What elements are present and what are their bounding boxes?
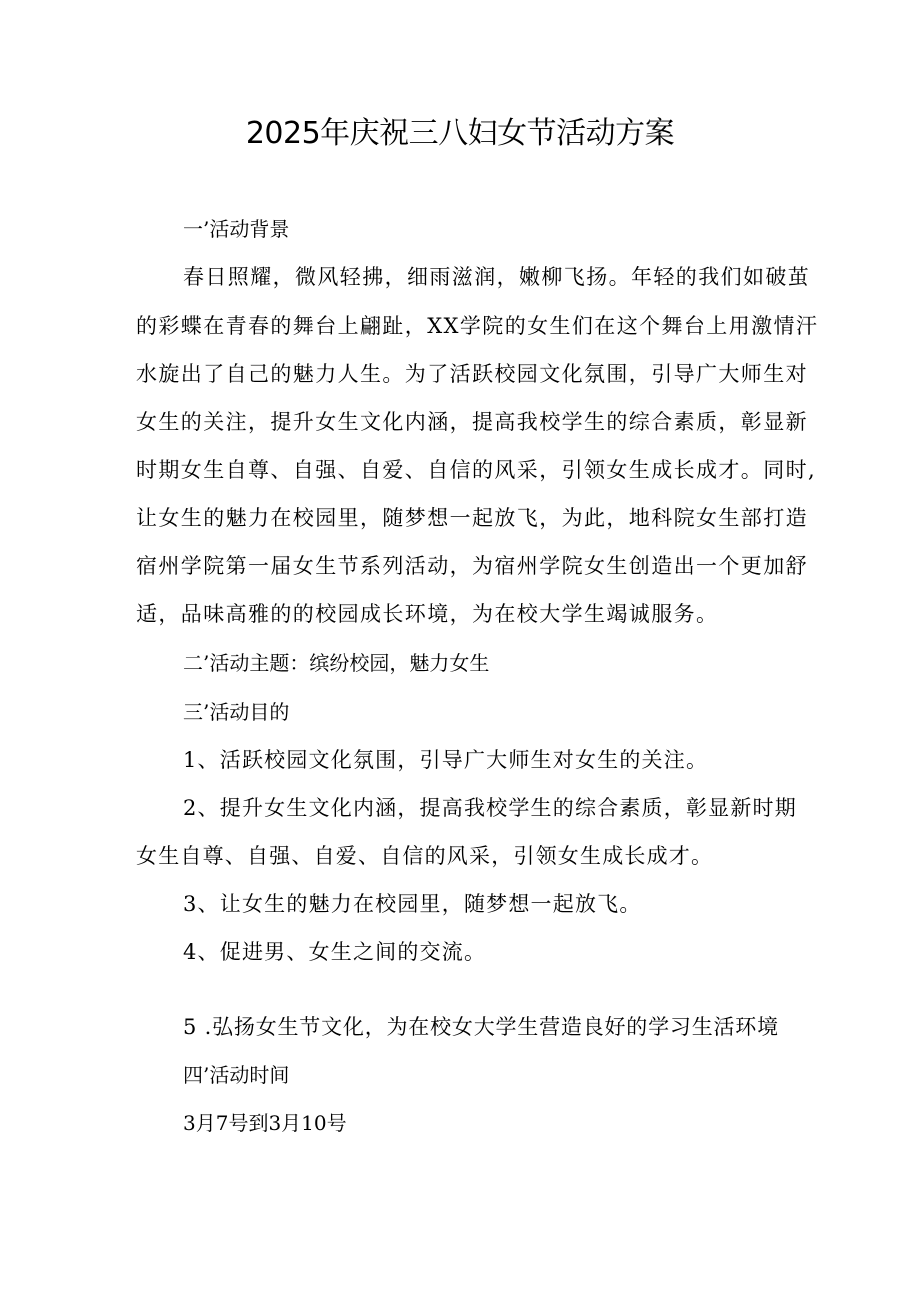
paragraph-line: 宿州学院第一届女生节系列活动，为宿州学院女生创造出一个更加舒 (136, 554, 808, 578)
purpose-item: 3、让女生的魅力在校园里，随梦想一起放飞。 (183, 892, 642, 916)
paragraph-line: 让女生的魅力在校园里，随梦想一起放飞，为此，地科院女生部打造 (136, 506, 808, 530)
paragraph-line: 适，品味高雅的的校园成长环境，为在校大学生竭诚服务。 (136, 602, 719, 626)
purpose-item: 1、活跃校园文化氛围，引导广大师生对女生的关注。 (183, 748, 709, 772)
section-heading-purpose: 三’活动目的 (183, 700, 290, 724)
paragraph-line: 春日照耀，微风轻拂，细雨滋润，嫩柳飞扬。年轻的我们如破茧 (183, 265, 811, 289)
purpose-item: 5 .弘扬女生节文化，为在校女大学生营造良好的学习生活环境 (183, 1015, 779, 1039)
section-heading-theme: 二’活动主题：缤纷校园，魅力女生 (183, 651, 490, 675)
document-title: 2025年庆祝三八妇女节活动方案 (245, 116, 675, 151)
section-heading-time: 四’活动时间 (183, 1063, 290, 1087)
activity-time-value: 3月7号到3月10号 (183, 1111, 347, 1135)
paragraph-line: 的彩蝶在青春的舞台上翩趾，XX学院的女生们在这个舞台上用激情汗 (136, 314, 819, 338)
purpose-item: 2、提升女生文化内涵，提高我校学生的综合素质，彰显新时期 (183, 796, 797, 820)
purpose-item-continuation: 女生自尊、自强、自爱、自信的风采，引领女生成长成才。 (136, 844, 714, 868)
paragraph-line: 时期女生自尊、自强、自爱、自信的风采，引领女生成长成才。同时, (136, 458, 817, 482)
paragraph-line: 女生的关注，提升女生文化内涵，提高我校学生的综合素质，彰显新 (136, 410, 808, 434)
paragraph-line: 水旋出了自己的魅力人生。为了活跃校园文化氛围，引导广大师生对 (136, 362, 808, 386)
purpose-item: 4、促进男、女生之间的交流。 (183, 940, 487, 964)
section-heading-background: 一’活动背景 (183, 217, 290, 241)
